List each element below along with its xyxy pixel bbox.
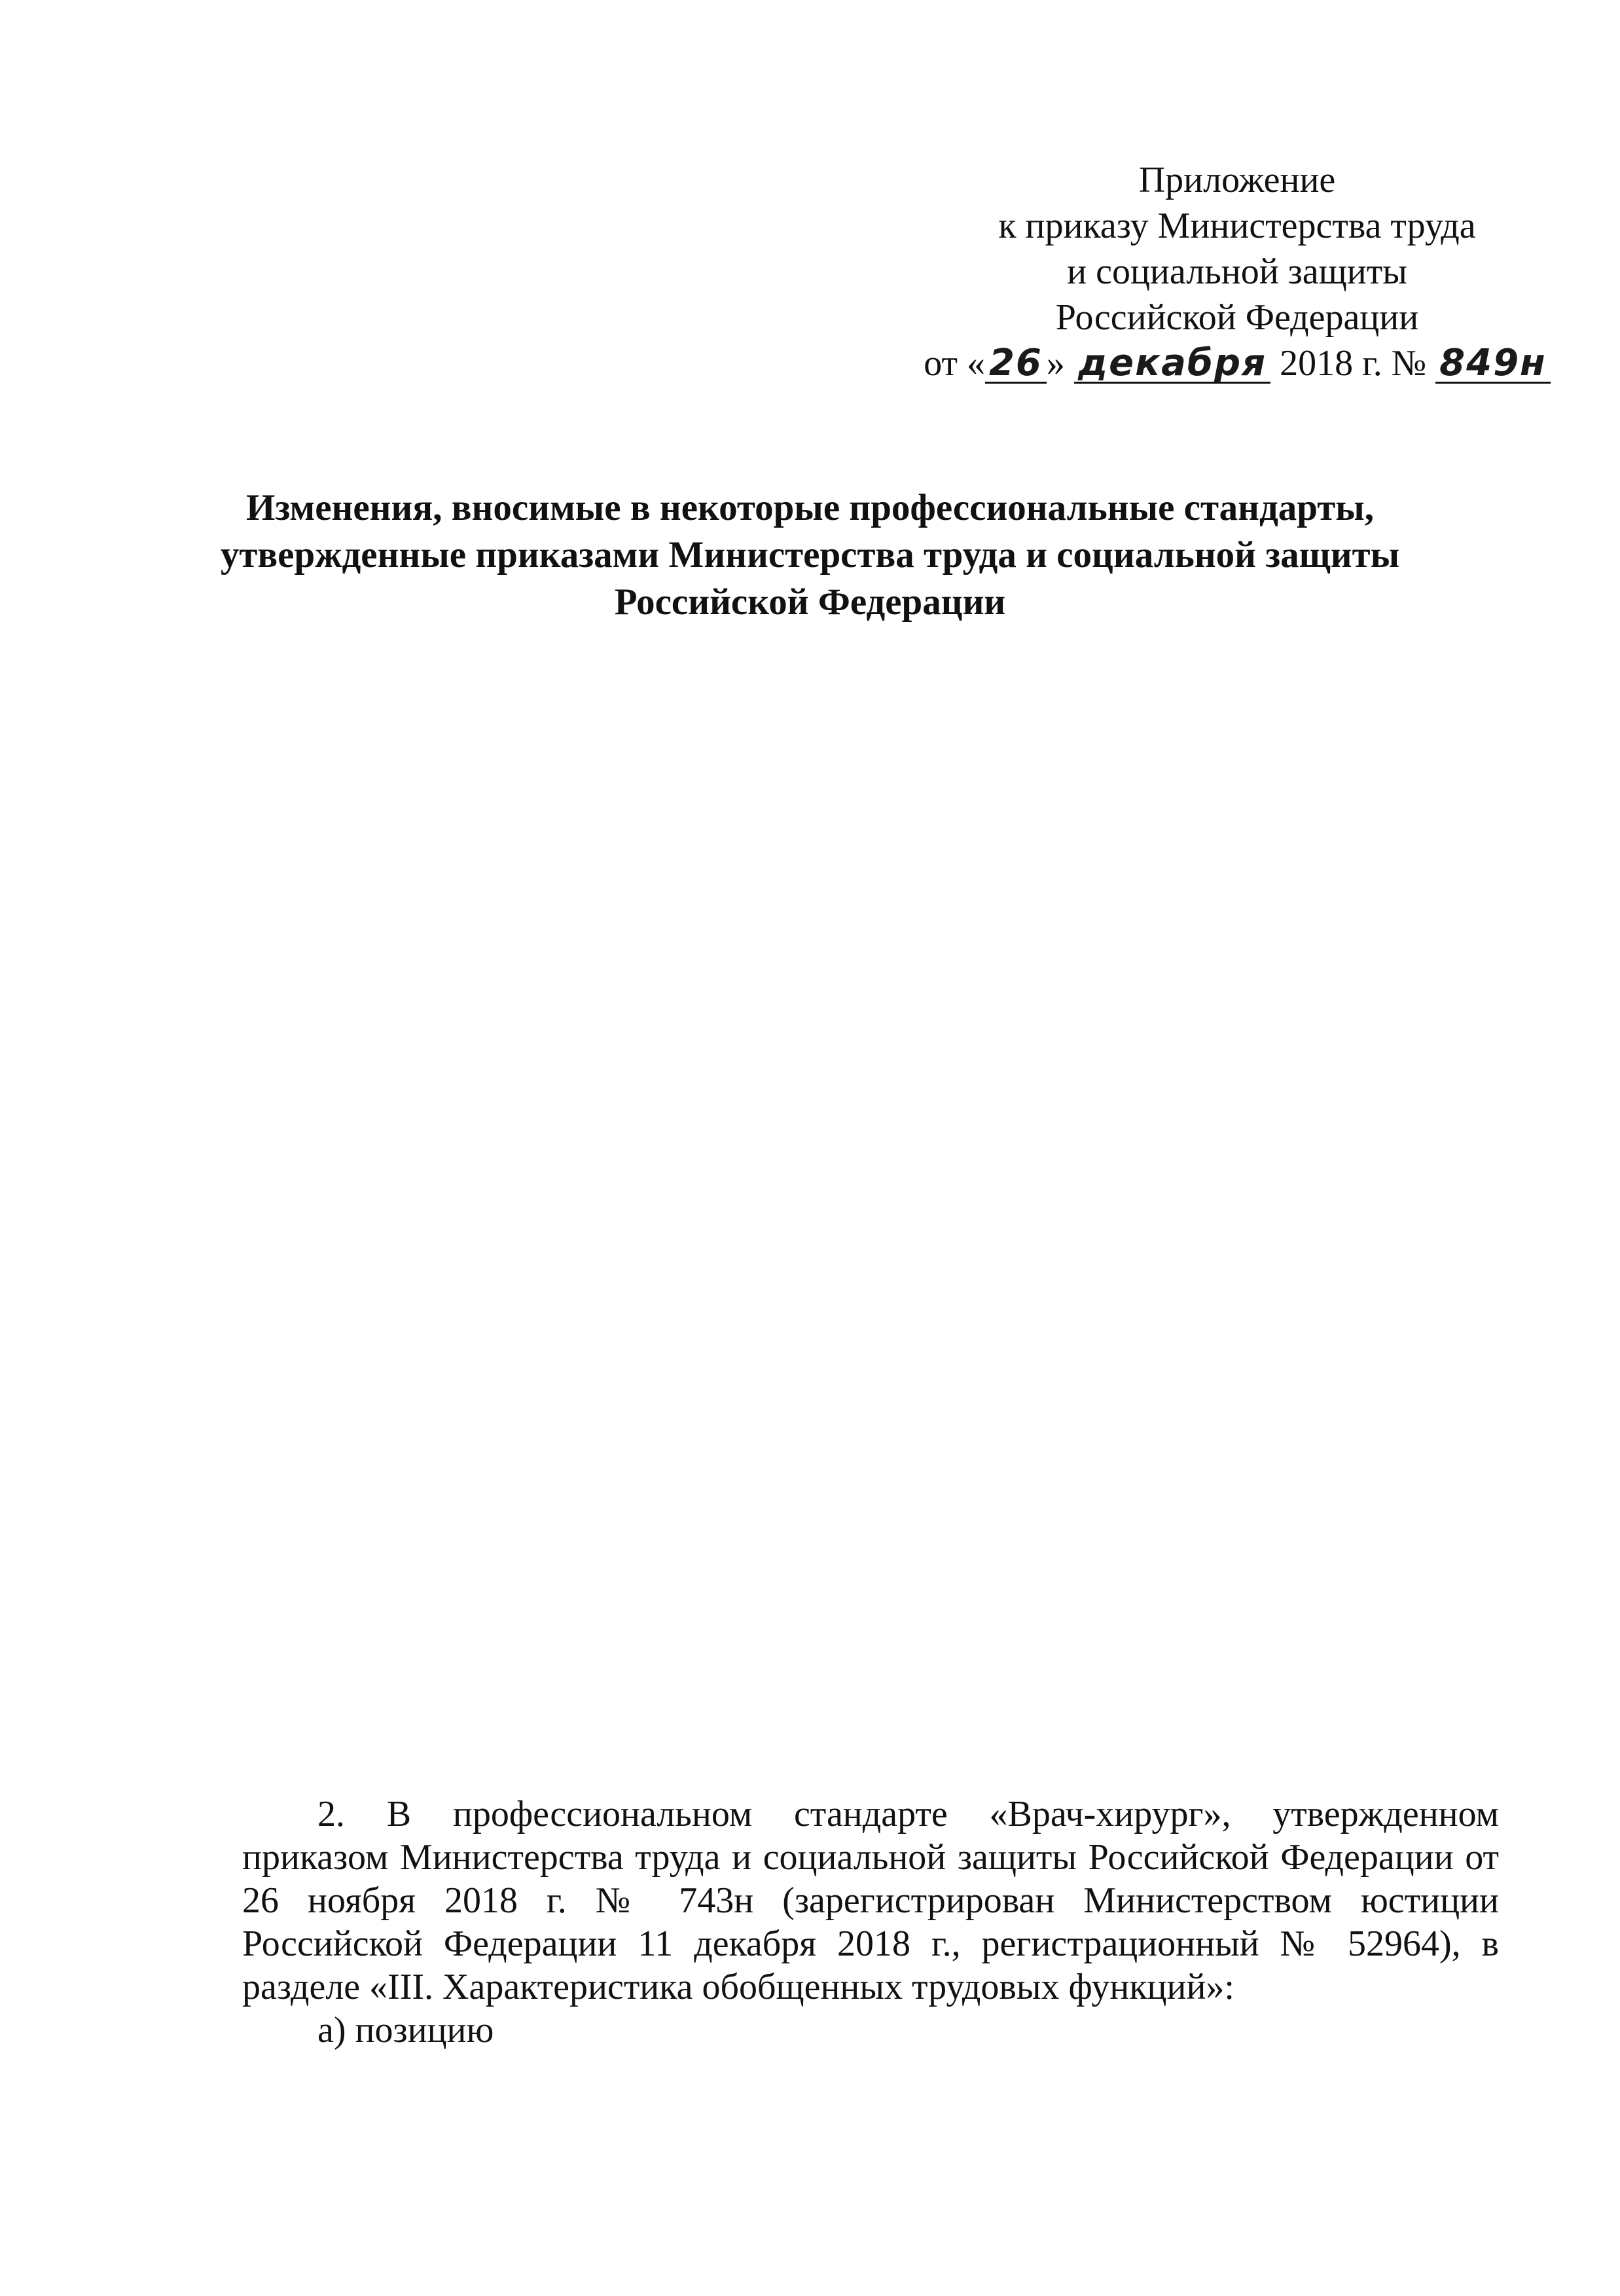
- appendix-header: [916, 157, 1558, 386]
- body-line: 2. В профессиональном стандарте «Врач-хирург», утвержденном: [317, 1794, 1499, 1834]
- date-year-number: 2018 г. №: [1280, 343, 1427, 384]
- handwritten-month: декабря: [1074, 345, 1270, 384]
- appendix-label: Приложение: [1138, 160, 1336, 200]
- date-quote-close: »: [1046, 343, 1065, 384]
- appendix-date-line: [916, 340, 1558, 386]
- body-line: разделе «III. Характеристика обобщенных трудовых функций»:: [242, 1967, 1234, 2007]
- date-prefix: от «: [924, 343, 985, 384]
- body-line: 26 ноября 2018 г. № 743н (зарегистрирован Министерством юстиции: [242, 1880, 1499, 1921]
- document-title: [196, 484, 1424, 626]
- handwritten-day: 26: [985, 345, 1047, 384]
- appendix-ministry: и социальной защиты: [1067, 251, 1407, 292]
- title-line-3: Российской Федерации: [614, 581, 1006, 623]
- body-line: приказом Министерства труда и социальной защиты Российской Федерации от: [242, 1837, 1499, 1878]
- appendix-order-ref: к приказу Министерства труда: [998, 206, 1476, 246]
- title-line-2: утвержденные приказами Министерства труда и социальной защиты: [220, 534, 1400, 575]
- appendix-country: Российской Федерации: [1055, 297, 1419, 338]
- body-line: Российской Федерации 11 декабря 2018 г., регистрационный № 52964), в: [242, 1923, 1499, 1964]
- title-line-1: Изменения, вносимые в некоторые профессиональные стандарты,: [245, 487, 1375, 528]
- document-body: [242, 1793, 1499, 2052]
- handwritten-order-number: 849н: [1435, 345, 1551, 384]
- body-line: а) позицию: [317, 2010, 494, 2050]
